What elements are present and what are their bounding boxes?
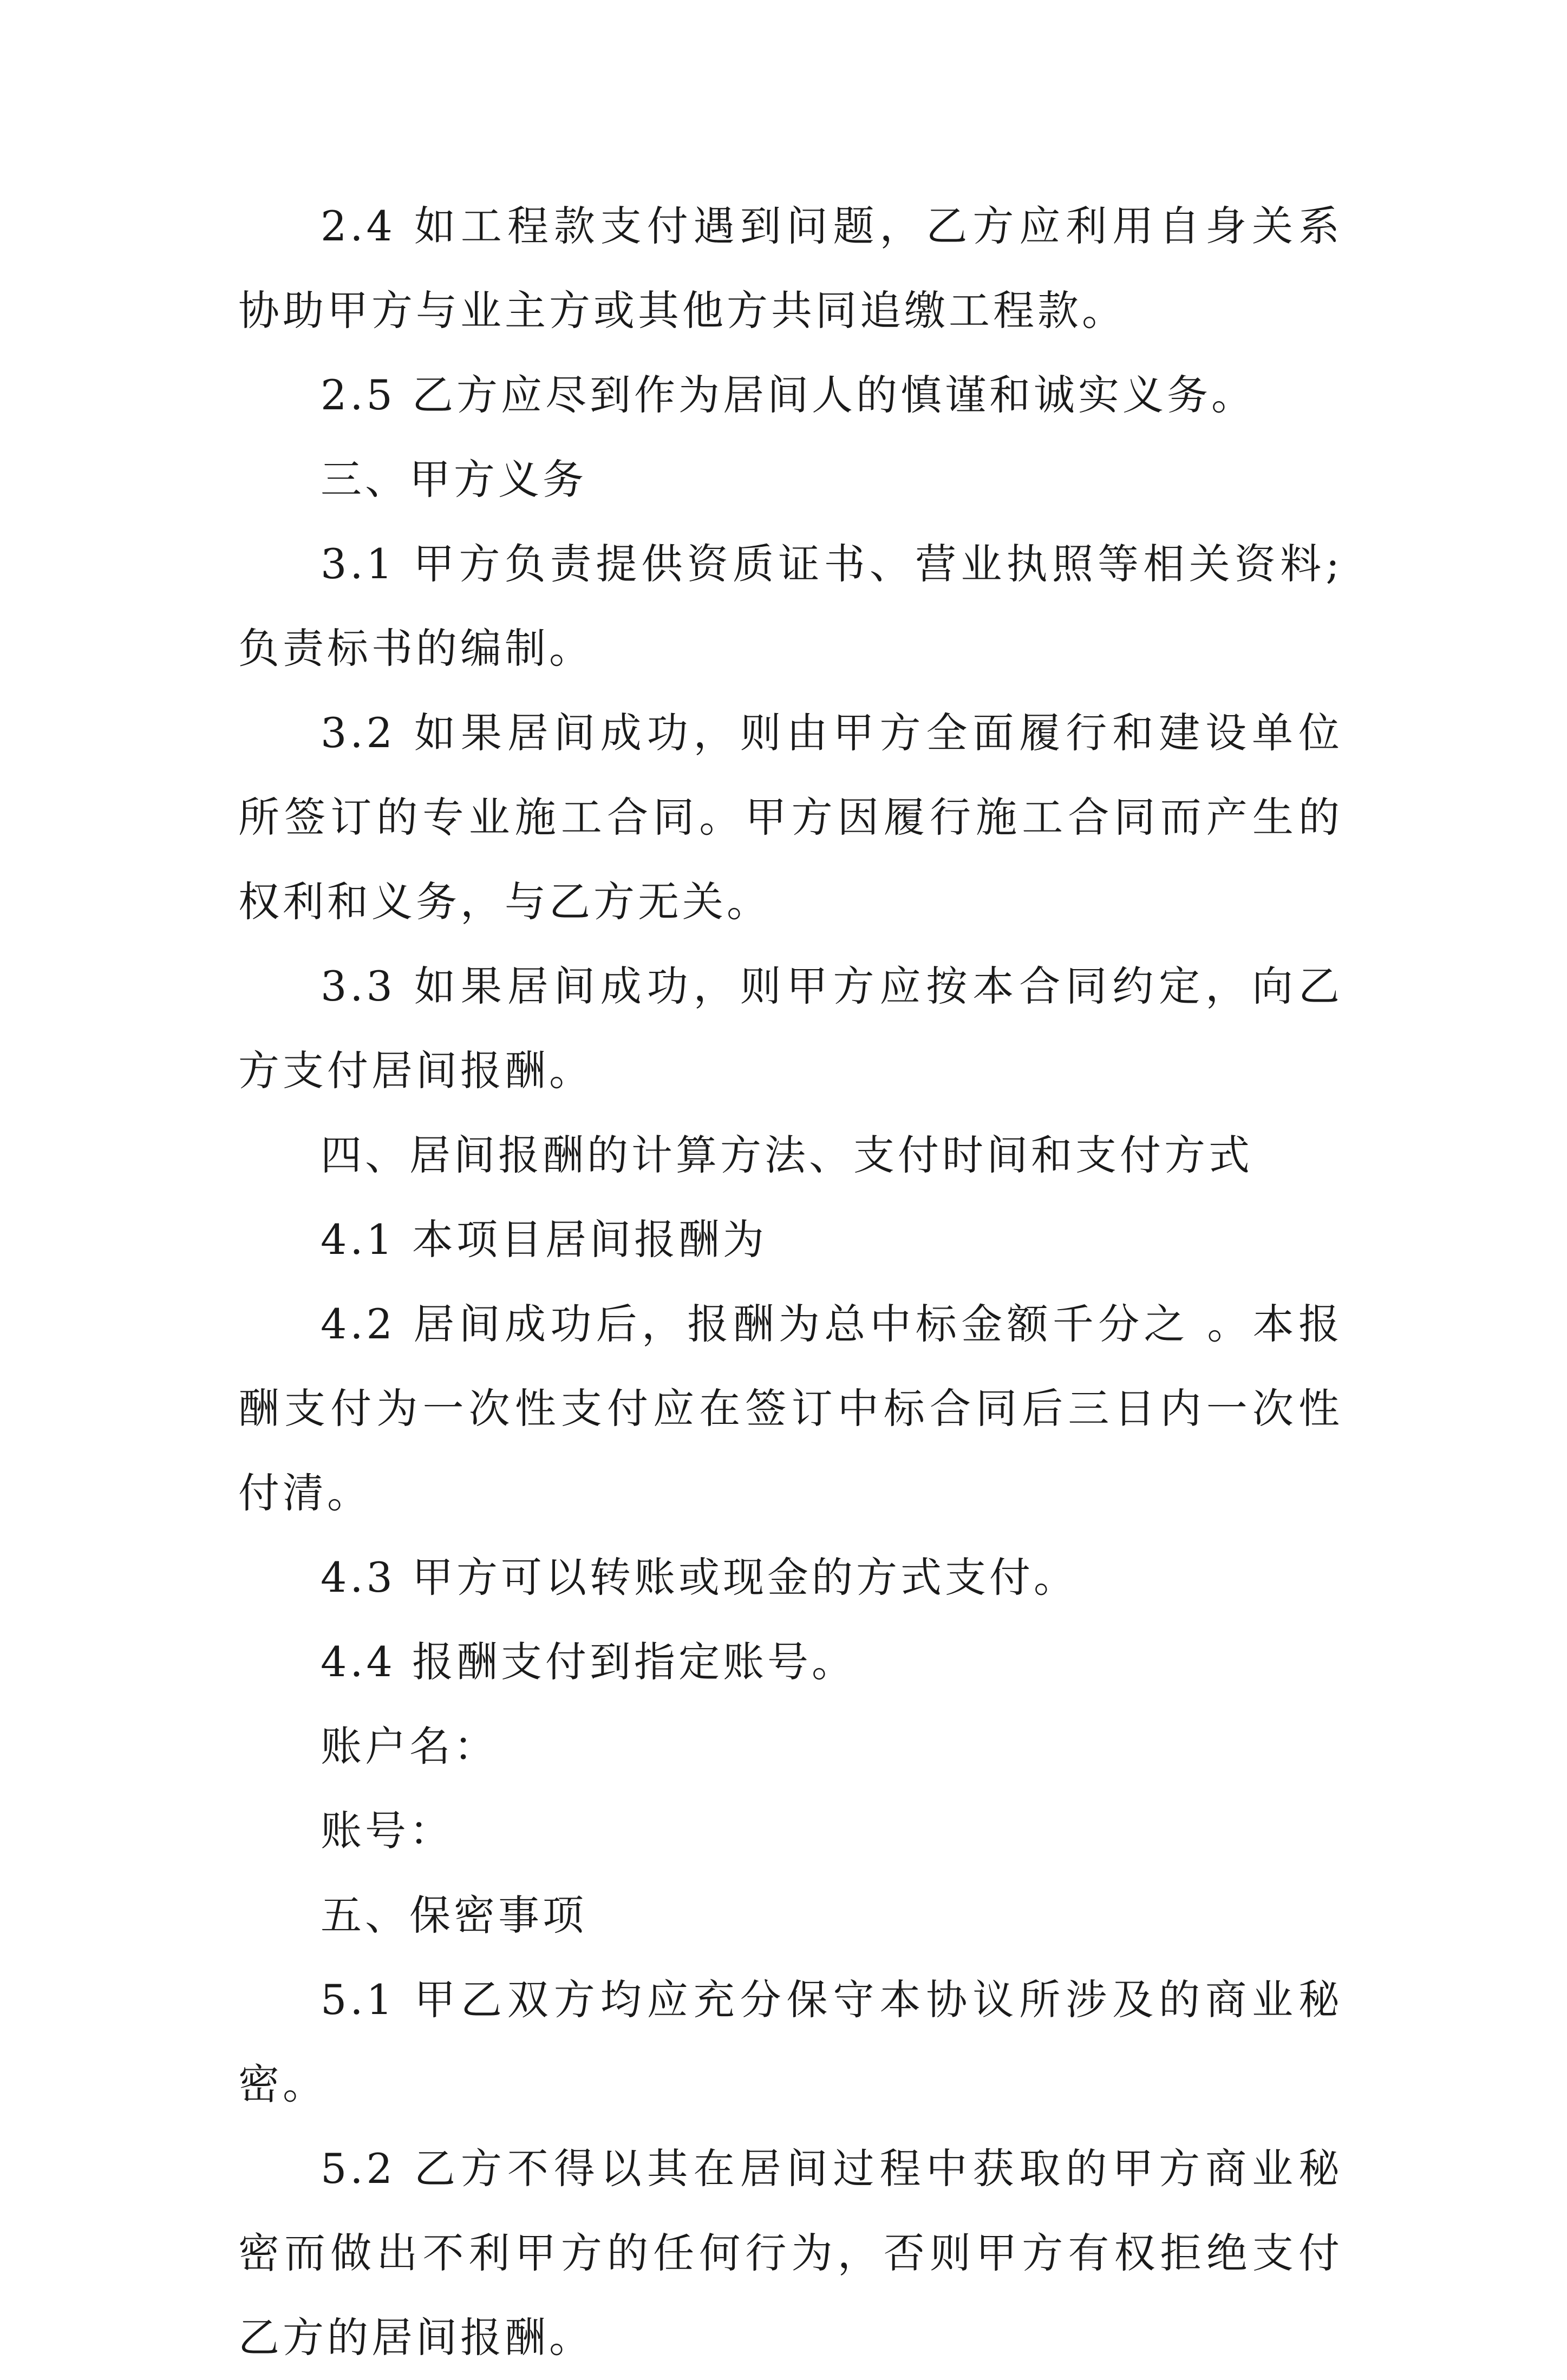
account-number-label: 账号： xyxy=(321,1807,454,1855)
section-heading-3: 三、甲方义务 xyxy=(321,455,587,504)
clause-3-1: 3.1 甲方负责提供资质证书、营业执照等相关资料;负责标书的编制。 xyxy=(238,540,1343,672)
clause-3-3: 3.3 如果居间成功，则甲方应按本合同约定，向乙方支付居间报酬。 xyxy=(238,962,1343,1095)
clause-5-2: 5.2 乙方不得以其在居间过程中获取的甲方商业秘密而做出不利甲方的任何行为，否则甲方有权拒绝支付乙方的居间报酬。 xyxy=(238,2144,1343,2362)
section-heading-5: 五、保密事项 xyxy=(321,1891,587,1939)
clause-5-1: 5.1 甲乙双方均应充分保守本协议所涉及的商业秘密。 xyxy=(238,1976,1343,2108)
section-heading-4: 四、居间报酬的计算方法、支付时间和支付方式 xyxy=(321,1131,1253,1179)
clause-4-3: 4.3 甲方可以转账或现金的方式支付。 xyxy=(321,1553,1079,1601)
clause-2-4: 2.4 如工程款支付遇到问题，乙方应利用自身关系协助甲方与业主方或其他方共同追缴工程款。 xyxy=(238,202,1343,335)
clause-4-4: 4.4 报酬支付到指定账号。 xyxy=(321,1638,857,1686)
clause-4-2: 4.2 居间成功后，报酬为总中标金额千分之 。本报酬支付为一次性支付应在签订中标合同后三日内一次性付清。 xyxy=(238,1300,1343,1517)
clause-3-2: 3.2 如果居间成功，则由甲方全面履行和建设单位所签订的专业施工合同。甲方因履行施工合同而产生的权利和义务，与乙方无关。 xyxy=(238,709,1343,926)
account-name-label: 账户名： xyxy=(321,1722,498,1770)
clause-4-1: 4.1 本项目居间报酬为 xyxy=(321,1215,768,1264)
clause-2-5: 2.5 乙方应尽到作为居间人的慎谨和诚实义务。 xyxy=(321,371,1256,419)
document-body xyxy=(238,184,1343,2380)
